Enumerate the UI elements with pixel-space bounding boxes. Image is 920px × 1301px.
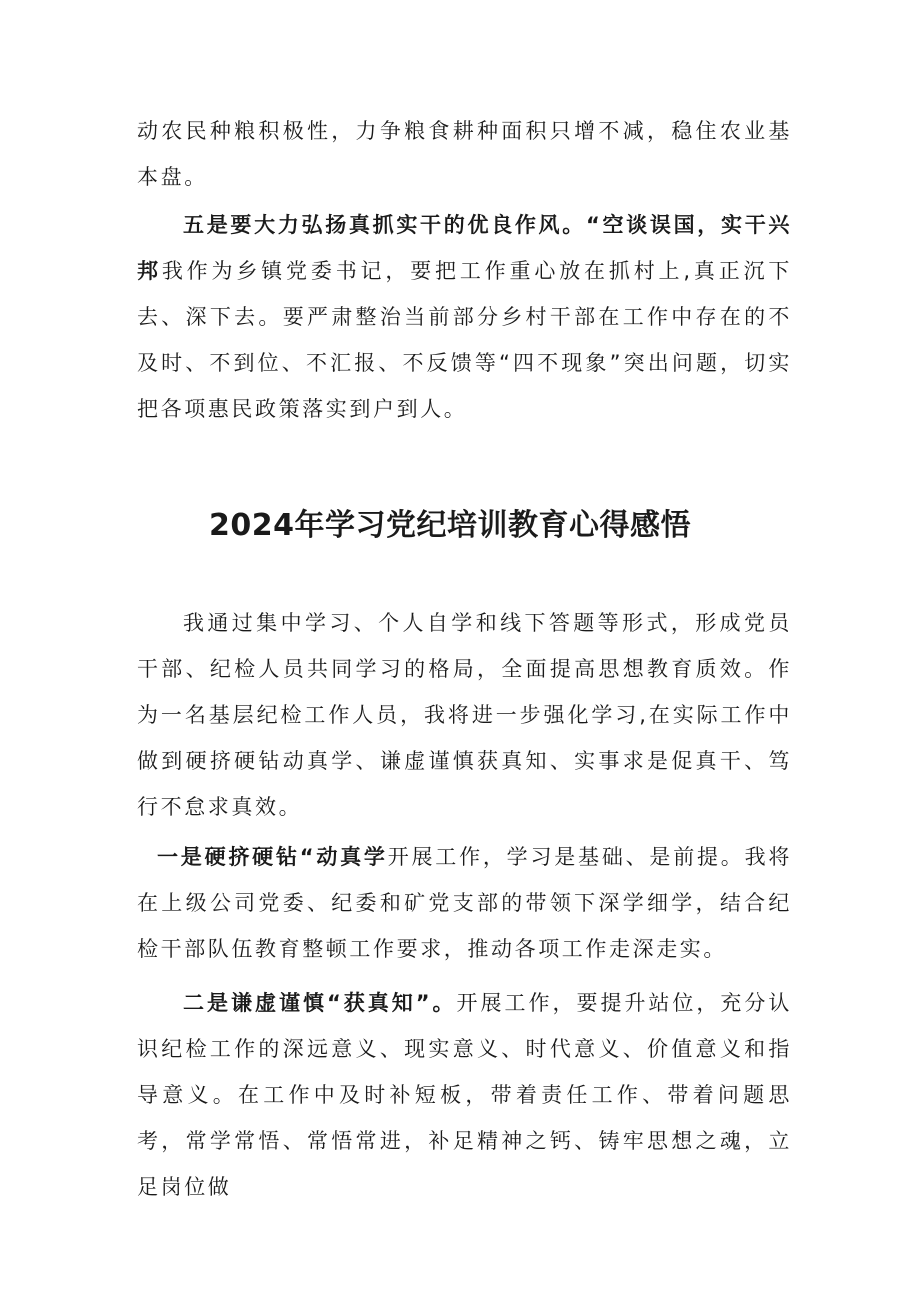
paragraph-intro [137,600,792,830]
paragraph-heading: 五是要大力弘扬真抓实干的优良作风。“空谈误国，实干兴邦 [137,213,792,283]
paragraph-heading: 二是谦虚谨慎“获真知”。 [183,991,457,1015]
paragraph-continued [137,108,792,200]
paragraph-point-two [137,980,792,1210]
paragraph-text: 我作为乡镇党委书记，要把工作重心放在抓村上,真正沉下去、深下去。要严肃整治当前部分乡村干部在工作中存在的不及时、不到位、不汇报、不反馈等“四不现象”突出问题，切实把各项惠民政策落实到户到人。 [137,259,792,421]
paragraph-point-one [137,834,792,972]
paragraph-text: 我通过集中学习、个人自学和线下答题等形式，形成党员干部、纪检人员共同学习的格局，全面提高思想教育质效。作为一名基层纪检工作人员，我将进一步强化学习,在实际工作中做到硬挤硬钻动真学、谦虚谨慎获真知、实事求是促真干、笃行不怠求真效。 [137,611,792,819]
paragraph-heading: 一是硬挤硬钻“动真学 [157,845,388,869]
paragraph-text: 开展工作，学习是基础、是前提。我将在上级公司党委、纪委和矿党支部的带领下深学细学，结合纪检干部队伍教育整顿工作要求，推动各项工作走深走实。 [137,845,792,961]
article-title: 2024年学习党纪培训教育心得感悟 [209,508,691,543]
paragraph-text: 动农民种粮积极性，力争粮食耕种面积只增不减，稳住农业基本盘。 [137,119,792,189]
paragraph-point-five [137,202,792,432]
paragraph-text: 开展工作，要提升站位，充分认识纪检工作的深远意义、现实意义、时代意义、价值意义和指导意义。在工作中及时补短板，带着责任工作、带着问题思考，常学常悟、常悟常进，补足精神之钙、铸牢思想之魂，立足岗位做 [137,991,792,1199]
